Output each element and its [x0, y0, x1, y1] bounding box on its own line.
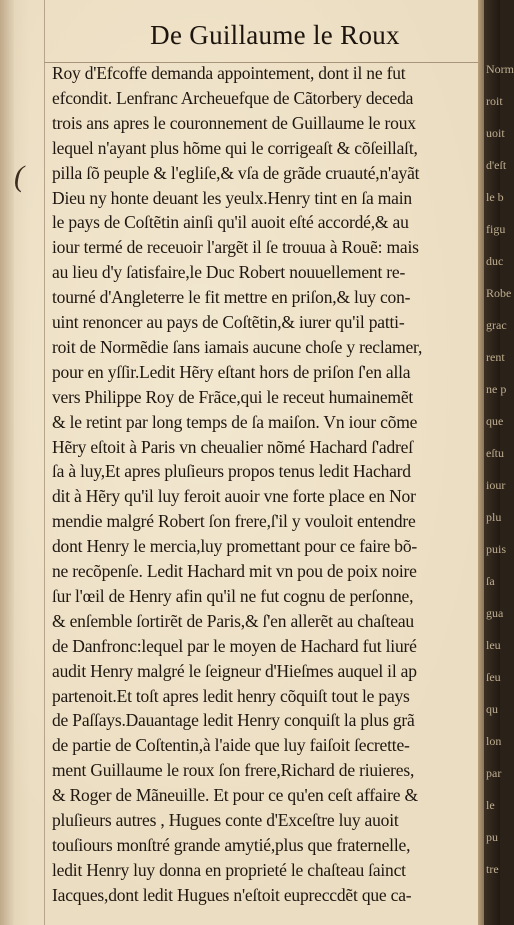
text-line: mendie malgré Robert ſon frere,ſ'il y vouloit entendre — [52, 511, 416, 532]
adjacent-page-fragment: uoit — [486, 126, 505, 140]
text-line: ne recõpenſe. Ledit Hachard mit vn pou de poix noire — [52, 561, 417, 581]
running-head: De Guillaume le Roux — [150, 20, 400, 50]
adjacent-page-fragment: le — [486, 798, 495, 812]
adjacent-page-fragment: puis — [486, 542, 507, 556]
adjacent-page-fragment: lon — [486, 734, 502, 748]
text-line: ſa à luy,Et apres pluſieurs propos tenus ledit Hachard — [52, 461, 411, 482]
text-line: iour termé de receuoir l'argẽt il ſe trouua à Rouẽ: mais — [52, 237, 419, 258]
adjacent-page-fragment: d'eſt — [486, 158, 507, 172]
text-line: touſiours monſtré grande amytié,plus que fraternelle, — [52, 834, 411, 855]
text-line: & enſemble ſortirẽt de Paris,& ſ'en allerẽt au chaſteau — [52, 610, 414, 631]
adjacent-page-fragment: roit — [486, 94, 503, 108]
adjacent-page-fragment: plu — [486, 510, 502, 524]
adjacent-page-fragment: rent — [486, 350, 505, 364]
adjacent-page-fragment: grac — [486, 318, 507, 332]
text-line: de Danfronc:lequel par le moyen de Hachard fut liuré — [52, 635, 417, 656]
text-line: pluſieurs autres , Hugues conte d'Exceſtre luy auoit — [52, 810, 399, 830]
text-line: Hẽry eſtoit à Paris vn cheualier nõmé Hachard ſ'adreſ — [52, 436, 413, 457]
text-line: Roy d'Efcoffe demanda appointement, dont il ne fut — [52, 63, 406, 83]
adjacent-page-fragment: Robe — [486, 286, 512, 300]
page-left-edge — [0, 0, 14, 925]
text-line: ſur l'œil de Henry afin qu'il ne fut cognu de perſonne, — [52, 585, 414, 606]
adjacent-page-fragment: pu — [486, 830, 498, 844]
adjacent-page-fragment: iour — [486, 478, 506, 492]
adjacent-page-fragment: qu — [486, 702, 498, 716]
text-line: & le retint par long temps de ſa maiſon. Vn iour cõme — [52, 411, 418, 432]
text-line: le pays de Coſtẽtin ainſi qu'il auoit eſté accordé,& au — [52, 212, 409, 233]
text-line: dit à Hẽry qu'il luy feroit auoir vne forte place en Nor — [52, 486, 416, 507]
margin-bracket-mark: ( — [14, 160, 24, 193]
text-line: efcondit. Lenfranc Archeuefque de Cãtorbery deceda — [52, 87, 414, 108]
text-line: dont Henry le mercia,luy promettant pour ce faire bõ- — [52, 536, 418, 557]
adjacent-page-fragment: figu — [486, 222, 506, 236]
text-line: Dieu ny honte deuant les yeulx.Henry tint en ſa main — [52, 187, 412, 208]
text-line: uint renoncer au pays de Coſtẽtin,& iurer qu'il patti- — [52, 312, 405, 332]
adjacent-page-fragment: le b — [486, 190, 504, 204]
text-line: pilla ſõ peuple & l'egliſe,& vſa de grãde cruauté,n'ayãt — [52, 162, 420, 183]
text-line: tourné d'Angleterre le fit mettre en priſon,& luy con- — [52, 287, 411, 308]
text-line: ment Guillaume le roux ſon frere,Richard de riuieres, — [52, 760, 415, 781]
text-line: & Roger de Mãneuille. Et pour ce qu'en ceſt affaire & — [52, 785, 418, 806]
text-line: audit Henry malgré le ſeigneur d'Hieſmes auquel il ap — [52, 660, 417, 681]
adjacent-page-fragment: par — [486, 766, 502, 780]
adjacent-page-fragment: ſa — [486, 574, 495, 588]
adjacent-page-fragment: eſtu — [486, 446, 504, 460]
adjacent-page-fragment: que — [486, 414, 504, 428]
adjacent-page-fragment: tre — [486, 862, 499, 876]
text-line: de Paſſays.Dauantage ledit Henry conquiſt la plus grã — [52, 710, 415, 731]
text-line: vers Philippe Roy de Frãce,qui le receut humainemẽt — [52, 386, 414, 407]
adjacent-page-fragment: Norm — [486, 62, 514, 76]
text-line: partenoit.Et toſt apres ledit henry cõquiſt tout le pays — [52, 685, 410, 706]
text-line: au lieu d'y ſatisfaire,le Duc Robert nouuellement re- — [52, 262, 406, 283]
text-line: ledit Henry luy donna en proprieté le chaſteau ſainct — [52, 859, 406, 880]
adjacent-page-fragment: leu — [486, 638, 501, 652]
text-line: de partie de Coſtentin,à l'aide que luy faiſoit ſecrette- — [52, 735, 410, 756]
text-line: trois ans apres le couronnement de Guillaume le roux — [52, 112, 416, 133]
adjacent-page-fragment: gua — [486, 606, 504, 620]
adjacent-page-fragment: duc — [486, 254, 504, 268]
adjacent-page-text — [486, 62, 514, 902]
text-line: Iacques,dont ledit Hugues n'eſtoit eupreccdẽt que ca- — [52, 884, 412, 905]
adjacent-page-fragment: ſeu — [486, 670, 501, 684]
margin-rule — [44, 0, 45, 925]
text-line: pour en yſſir.Ledit Hẽry eſtant hors de priſon ſ'en alla — [52, 361, 411, 382]
text-line: roit de Normẽdie ſans iamais aucune choſe y reclamer, — [52, 336, 423, 357]
body-text — [52, 62, 482, 912]
text-line: lequel n'ayant plus hõme qui le corrigeaſt & cõſeillaſt, — [52, 137, 418, 158]
adjacent-page-fragment: ne p — [486, 382, 507, 396]
